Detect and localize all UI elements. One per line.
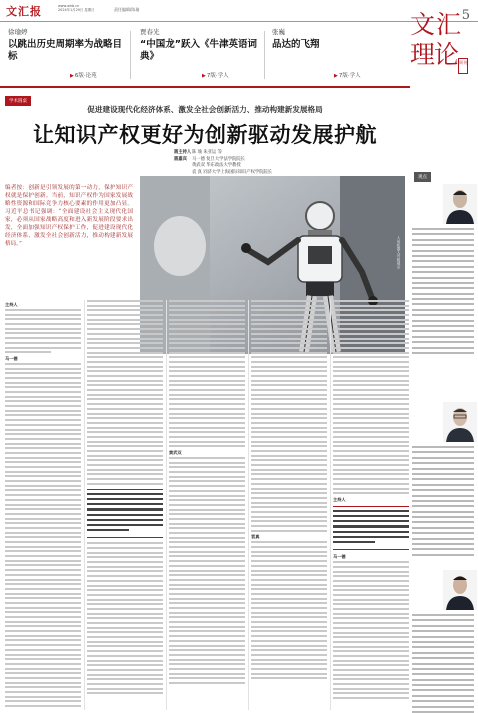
main-article — [0, 86, 410, 713]
byline-text: 黄武双 华东政法大学教授 — [192, 163, 241, 169]
byline-text: 陈 瑜 朱亚运 等 — [192, 150, 222, 155]
viewpoint-text — [412, 446, 474, 556]
masthead-meta — [58, 4, 118, 13]
teaser-divider — [264, 31, 265, 79]
section-logo — [408, 8, 474, 78]
viewpoint-block — [412, 184, 478, 357]
teaser-item[interactable] — [272, 27, 390, 79]
body-column — [333, 300, 409, 710]
byline-text: 马一德 复旦大学法学院院长 — [192, 156, 245, 162]
byline-label: 圆主持人 — [174, 150, 192, 155]
teaser-author: 张巍 — [272, 28, 285, 36]
teaser-title: 以跳出历史周期率为战略目标 — [8, 39, 123, 62]
expert-portrait — [443, 402, 477, 442]
portrait-illustration — [443, 184, 477, 224]
body-text — [87, 300, 163, 485]
teaser-item[interactable] — [140, 27, 258, 79]
photo-caption: 人形机器人亮相展会 — [397, 236, 401, 269]
section-char: 文 — [410, 10, 436, 39]
body-text — [169, 300, 245, 447]
masthead-strip — [0, 0, 478, 22]
viewpoint-block — [412, 570, 478, 713]
expert-portrait — [443, 570, 477, 610]
masthead-meta-line: www.whb.cn — [58, 4, 80, 8]
teaser-page: ▶ 6版·论苑 — [70, 71, 97, 79]
teaser-title: “中国龙”跃入《牛津英语词典》 — [140, 39, 257, 62]
section-char: 论 — [434, 40, 460, 69]
teaser-bar — [0, 23, 410, 87]
article-body — [5, 300, 405, 710]
paragraph-lead: 主持人 — [333, 496, 346, 502]
sidebar-tag: 观点 — [414, 172, 431, 182]
body-text — [5, 309, 81, 353]
article-kicker: 促进建设现代化经济体系、激发全社会创新活力、推动构建新发展格局 — [87, 105, 323, 114]
teaser-page: ▶ 7版·学人 — [202, 71, 229, 79]
teaser-page: ▶ 7版·学人 — [334, 71, 361, 79]
section-char: 理 — [410, 40, 436, 69]
byline-line — [174, 150, 404, 157]
viewpoint-sidebar — [412, 170, 478, 713]
masthead-meta-line: 2024年1月29日 星期日 — [58, 8, 95, 13]
paragraph-lead: 马一德 — [333, 554, 346, 560]
byline-block — [174, 150, 404, 176]
teaser-author: 徐瑜婷 — [8, 28, 28, 36]
pull-quote — [333, 506, 409, 550]
body-text — [251, 541, 327, 679]
article-headline: 让知识产权更好为创新驱动发展护航 — [33, 123, 377, 147]
editor-credit: 责任编辑/陈瑜 — [114, 7, 140, 12]
viewpoint-block — [412, 402, 478, 559]
column-rule — [166, 300, 167, 710]
column-tag: 学术圆桌 — [5, 96, 31, 106]
body-column — [169, 300, 245, 710]
page-number: 5 — [461, 8, 470, 23]
teaser-author: 贾春光 — [140, 28, 160, 36]
teaser-item[interactable] — [8, 27, 126, 79]
paragraph-lead: 黄武双 — [169, 450, 182, 455]
paragraph-lead: 袁真 — [251, 534, 260, 540]
paper-logo: 文汇报 — [6, 5, 42, 18]
column-rule — [248, 300, 249, 710]
paragraph-lead: 主持人 — [5, 302, 18, 307]
pull-quote — [87, 489, 163, 539]
expert-portrait — [443, 184, 477, 224]
teaser-title: 品达的飞翔 — [272, 39, 320, 50]
column-rule — [84, 300, 85, 710]
body-text — [333, 300, 409, 494]
weekly-seal: 周刊 — [458, 58, 468, 74]
section-char: 汇 — [436, 10, 462, 39]
editors-note: 编者按：创新是引领发展的第一动力，保护知识产权就是保护创新。当前，知识产权作为国家发展战略性资源和国际竞争力核心要素的作用更加凸显。习近平总书记强调：“全面建设社会主义现代化国家，必须从国家战略高度和进入新发展阶段要求出发，全面加强知识产权保护工作，促进建设现代化经济体系，激发全社会创新活力，推动构建新发展格局。” — [5, 185, 133, 247]
column-rule — [330, 300, 331, 710]
body-text — [87, 542, 163, 694]
body-text — [251, 300, 327, 532]
byline-label: 圆嘉宾 — [174, 156, 187, 162]
byline-text: 袁 真 同济大学上海国际知识产权学院院长 — [192, 169, 273, 175]
body-column — [87, 300, 163, 710]
viewpoint-text — [412, 228, 474, 354]
body-text — [169, 457, 245, 684]
byline-line — [174, 163, 404, 170]
body-text — [5, 363, 81, 710]
paragraph-lead: 马一德 — [5, 355, 18, 361]
body-text — [333, 561, 409, 699]
body-column — [5, 300, 81, 710]
portrait-illustration — [443, 570, 477, 610]
viewpoint-text — [412, 614, 474, 713]
portrait-illustration — [443, 402, 477, 442]
teaser-divider — [130, 31, 131, 79]
body-column — [251, 300, 327, 710]
